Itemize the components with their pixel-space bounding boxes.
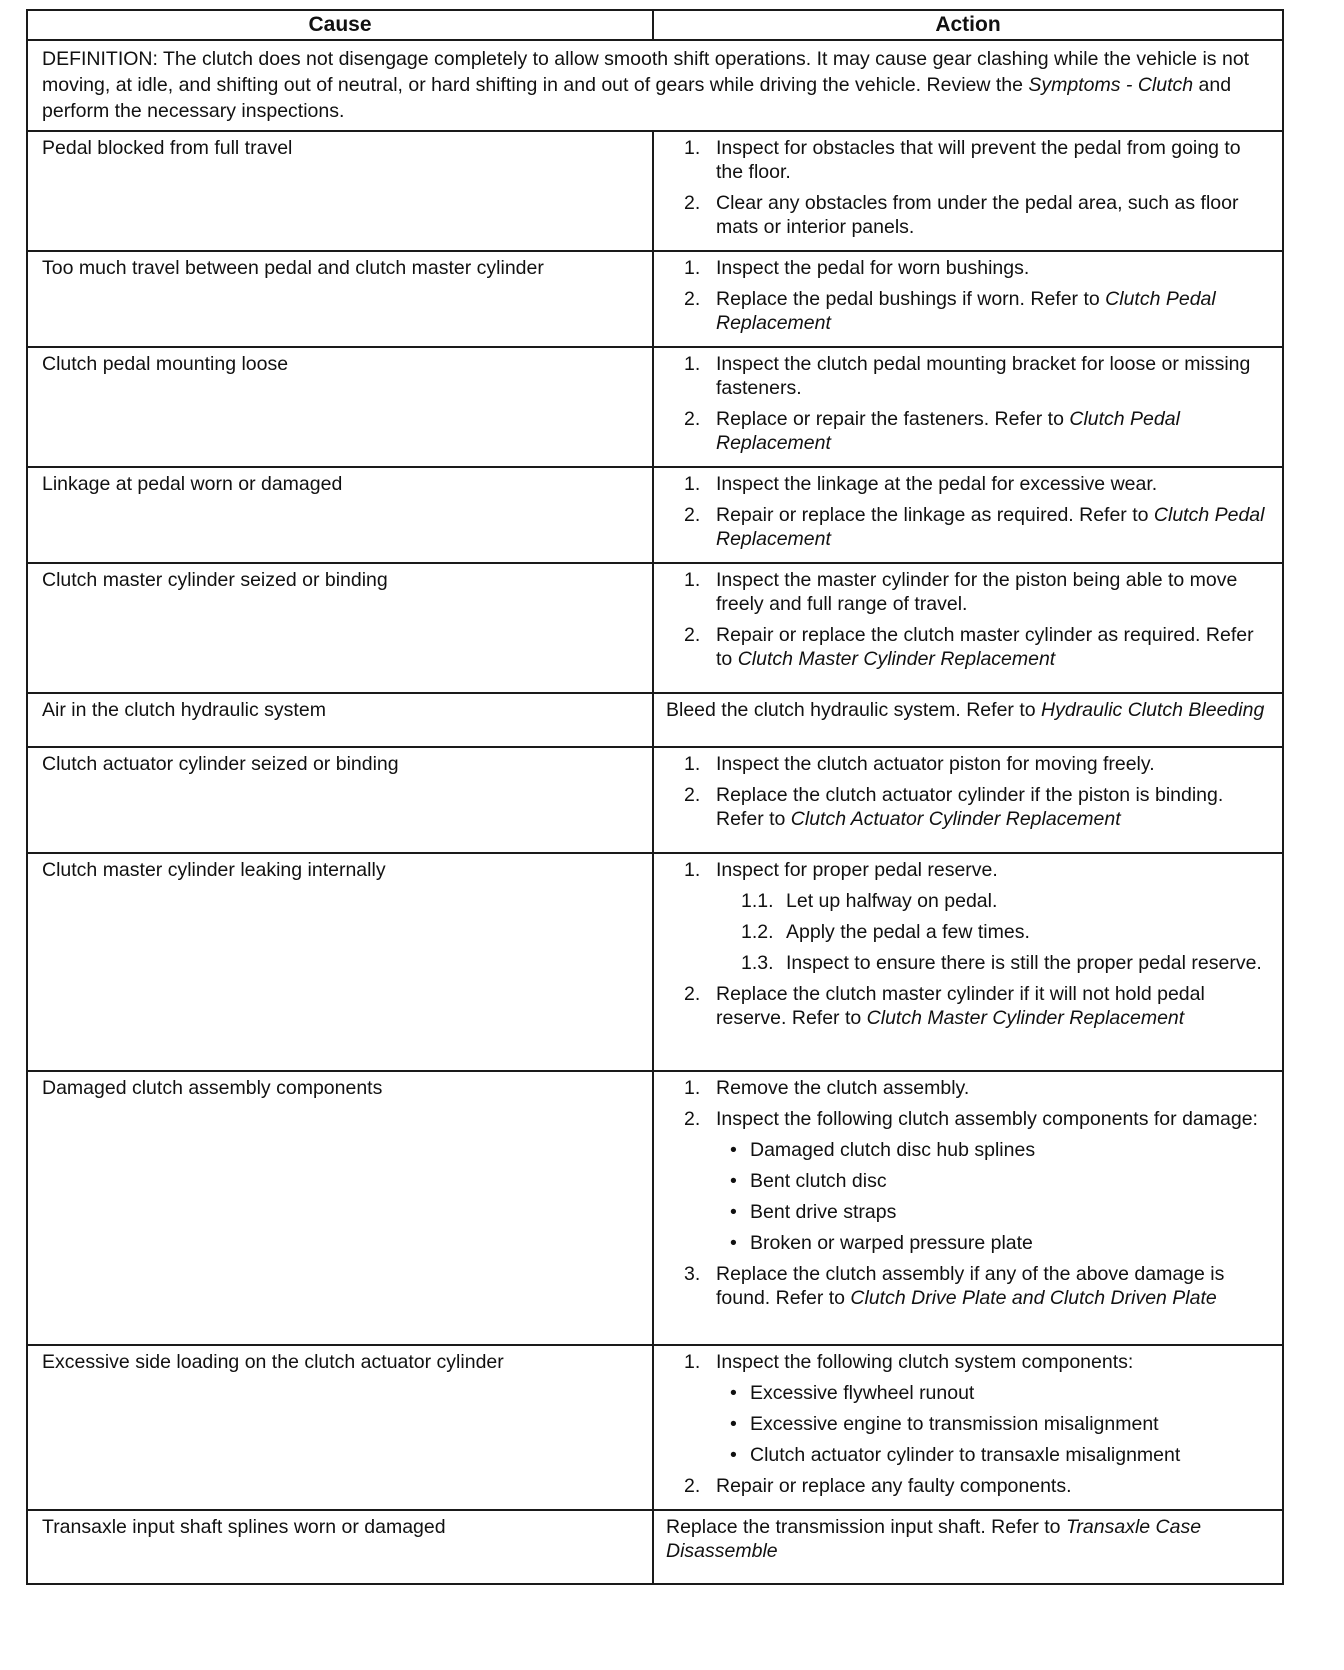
step-number: 2. [684,504,701,526]
cause-cell: Clutch master cylinder seized or binding [27,563,653,693]
step-text: Replace the clutch actuator cylinder if the piston is binding. Refer to [716,784,1224,830]
action-substep [666,889,1270,913]
action-text-block [666,1515,1270,1563]
action-cell [653,131,1283,251]
action-cell [653,251,1283,347]
step-number: 2. [684,624,701,646]
table-row [27,251,1283,347]
bullet-icon: • [730,1170,737,1192]
step-number: 2. [684,784,701,806]
cause-cell: Too much travel between pedal and clutch master cylinder [27,251,653,347]
action-step [666,783,1270,831]
bullet-icon: • [730,1382,737,1404]
step-number: 2. [684,1108,701,1130]
action-column-header: Action [653,10,1283,40]
step-text: Replace the clutch master cylinder if it will not hold pedal reserve. Refer to [716,983,1205,1029]
substep-text: Let up halfway on pedal. [786,890,998,912]
step-number: 1. [684,353,701,375]
step-number: 2. [684,288,701,310]
action-cell [653,693,1283,747]
reference-link[interactable]: Clutch Pedal Replacement [716,288,1216,334]
substep-number: 1.1. [741,890,774,912]
step-number: 1. [684,137,701,159]
action-text: Replace the transmission input shaft. Refer to [666,1516,1061,1538]
table-row [27,131,1283,251]
action-step [666,858,1270,882]
table-row [27,853,1283,1071]
action-step [666,256,1270,280]
action-cell [653,347,1283,467]
step-text: Inspect the linkage at the pedal for excessive wear. [716,473,1158,495]
reference-link[interactable]: Clutch Actuator Cylinder Replacement [790,808,1121,830]
action-step [666,982,1270,1030]
table-row [27,347,1283,467]
table-row [27,1071,1283,1345]
action-step [666,1076,1270,1100]
reference-link[interactable]: Clutch Drive Plate and Clutch Driven Plate [850,1287,1217,1309]
action-bullet [666,1200,1270,1224]
bullet-text: Clutch actuator cylinder to transaxle misalignment [750,1444,1181,1466]
step-text: Repair or replace any faulty components. [716,1475,1072,1497]
action-step [666,1107,1270,1131]
step-number: 2. [684,983,701,1005]
action-text: Bleed the clutch hydraulic system. Refer to [666,699,1036,721]
table-row [27,467,1283,563]
step-number: 2. [684,1475,701,1497]
action-step [666,472,1270,496]
cause-cell: Damaged clutch assembly components [27,1071,653,1345]
action-cell [653,1510,1283,1584]
bullet-text: Broken or warped pressure plate [750,1232,1033,1254]
bullet-text: Excessive flywheel runout [750,1382,975,1404]
step-number: 1. [684,753,701,775]
cause-cell: Air in the clutch hydraulic system [27,693,653,747]
step-text: Inspect the clutch actuator piston for moving freely. [716,753,1155,775]
step-number: 1. [684,1077,701,1099]
action-step [666,287,1270,335]
bullet-icon: • [730,1201,737,1223]
action-cell [653,563,1283,693]
reference-link[interactable]: Clutch Pedal Replacement [716,504,1265,550]
action-cell [653,467,1283,563]
table-row [27,747,1283,853]
action-bullet [666,1231,1270,1255]
action-cell [653,1071,1283,1345]
cause-cell: Clutch pedal mounting loose [27,347,653,467]
substep-text: Inspect to ensure there is still the proper pedal reserve. [786,952,1262,974]
step-text: Replace or repair the fasteners. Refer to [716,408,1064,430]
action-cell [653,1345,1283,1510]
reference-link[interactable]: Hydraulic Clutch Bleeding [1041,699,1265,721]
step-number: 1. [684,569,701,591]
bullet-text: Bent drive straps [750,1201,897,1223]
step-number: 3. [684,1263,701,1285]
action-step [666,623,1270,671]
step-number: 1. [684,1351,701,1373]
definition-row [27,40,1283,131]
reference-link[interactable]: Clutch Master Cylinder Replacement [866,1007,1185,1029]
step-text: Inspect the pedal for worn bushings. [716,257,1030,279]
action-step [666,1350,1270,1374]
cause-cell: Pedal blocked from full travel [27,131,653,251]
action-bullet [666,1169,1270,1193]
action-step [666,1262,1270,1310]
action-cell [653,853,1283,1071]
step-text: Inspect for obstacles that will prevent the pedal from going to the floor. [716,137,1241,183]
reference-link[interactable]: Clutch Pedal Replacement [716,408,1180,454]
substep-number: 1.2. [741,921,774,943]
action-step [666,407,1270,455]
action-step [666,191,1270,239]
step-text: Repair or replace the linkage as required. Refer to [716,504,1149,526]
bullet-icon: • [730,1139,737,1161]
table-row [27,693,1283,747]
step-text: Inspect the following clutch system components: [716,1351,1134,1373]
step-number: 2. [684,192,701,214]
table-row [27,1345,1283,1510]
reference-link[interactable]: Transaxle Case Disassemble [666,1516,1202,1562]
bullet-icon: • [730,1232,737,1254]
step-text: Inspect the master cylinder for the piston being able to move freely and full range of travel. [716,569,1238,615]
step-text: Inspect the following clutch assembly components for damage: [716,1108,1258,1130]
action-step [666,568,1270,616]
step-text: Remove the clutch assembly. [716,1077,970,1099]
action-bullet [666,1443,1270,1467]
substep-text: Apply the pedal a few times. [786,921,1030,943]
reference-link[interactable]: Clutch Master Cylinder Replacement [737,648,1056,670]
action-step [666,1474,1270,1498]
action-cell [653,747,1283,853]
step-text: Clear any obstacles from under the pedal area, such as floor mats or interior panels. [716,192,1239,238]
cause-cell: Clutch actuator cylinder seized or binding [27,747,653,853]
step-number: 1. [684,473,701,495]
document-page [26,9,1282,1585]
bullet-icon: • [730,1444,737,1466]
bullet-icon: • [730,1413,737,1435]
definition-text-after: and perform the necessary inspections. [42,74,1232,122]
step-number: 1. [684,859,701,881]
action-substep [666,951,1270,975]
action-bullet [666,1138,1270,1162]
action-step [666,136,1270,184]
step-text: Repair or replace the clutch master cylinder as required. Refer to [716,624,1254,670]
action-text-block [666,698,1270,722]
step-text: Replace the pedal bushings if worn. Refer to [716,288,1100,310]
step-text: Inspect for proper pedal reserve. [716,859,998,881]
step-number: 1. [684,257,701,279]
table-row [27,563,1283,693]
bullet-text: Excessive engine to transmission misalignment [750,1413,1159,1435]
bullet-text: Damaged clutch disc hub splines [750,1139,1036,1161]
cause-cell: Linkage at pedal worn or damaged [27,467,653,563]
step-text: Inspect the clutch pedal mounting bracket for loose or missing fasteners. [716,353,1251,399]
cause-cell: Excessive side loading on the clutch actuator cylinder [27,1345,653,1510]
definition-link[interactable]: Symptoms - Clutch [1028,74,1194,96]
step-text: Replace the clutch assembly if any of the above damage is found. Refer to [716,1263,1225,1309]
step-number: 2. [684,408,701,430]
action-step [666,752,1270,776]
action-bullet [666,1412,1270,1436]
action-step [666,503,1270,551]
cause-cell: Transaxle input shaft splines worn or damaged [27,1510,653,1584]
substep-number: 1.3. [741,952,774,974]
action-step [666,352,1270,400]
definition-text: DEFINITION: The clutch does not disengage completely to allow smooth shift operations. It may cause gear clashing while the vehicle is not moving, at idle, and shifting out of neutral, or hard shifting in and out of gears while driving the vehicle. Review the [42,48,1250,96]
table-header-row [27,10,1283,40]
bullet-text: Bent clutch disc [750,1170,887,1192]
action-bullet [666,1381,1270,1405]
definition-cell [27,40,1283,131]
cause-column-header: Cause [27,10,653,40]
action-substep [666,920,1270,944]
diagnosis-table [26,9,1284,1585]
table-row [27,1510,1283,1584]
cause-cell: Clutch master cylinder leaking internally [27,853,653,1071]
